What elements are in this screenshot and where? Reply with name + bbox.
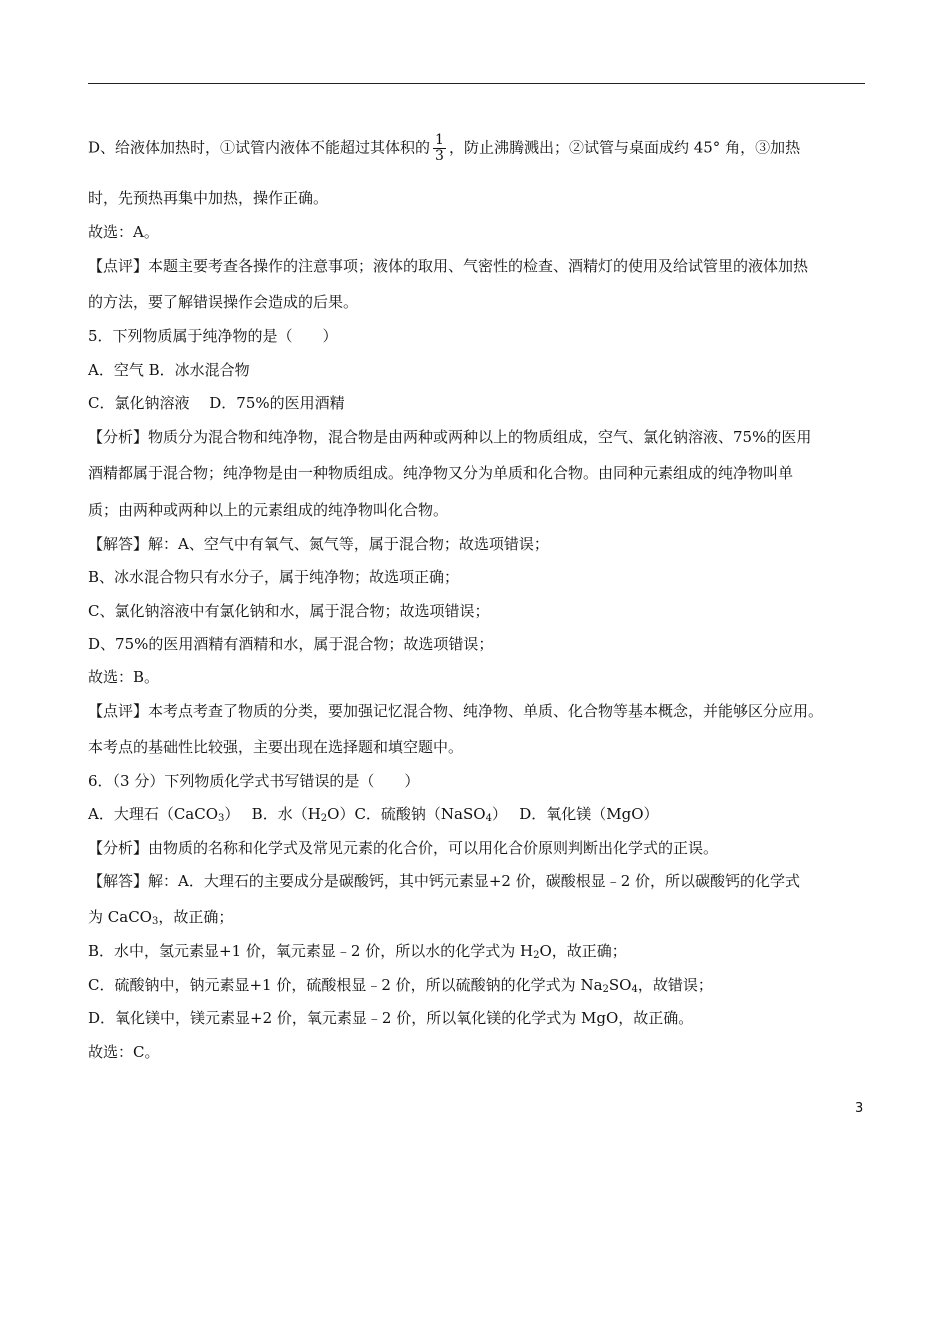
text-segment: ） B．水（H: [224, 805, 321, 823]
question-6: 6．（3 分）下列物质化学式书写错误的是（ ）: [88, 772, 420, 790]
text-line: [88, 941, 627, 961]
text-segment: D、给液体加热时，①试管内液体不能超过其体积的: [88, 138, 431, 157]
question-6-options: [88, 804, 659, 824]
text-line: 【点评】本题主要考查各操作的注意事项；液体的取用、气密性的检查、酒精灯的使用及给试管里的液体加热: [88, 257, 809, 275]
text-segment: ，故正确；: [158, 908, 234, 926]
subscript: 4: [631, 984, 638, 995]
text-line: 故选：A。: [88, 223, 159, 241]
fraction: [433, 133, 446, 164]
text-segment: B．水中，氢元素显+1 价，氧元素显﹣2 价，所以水的化学式为 H: [88, 942, 534, 960]
text-line: C、氯化钠溶液中有氯化钠和水，属于混合物；故选项错误；: [88, 602, 490, 620]
fraction-denominator: 3: [435, 148, 444, 164]
subscript: 3: [218, 813, 225, 824]
text-segment: SO: [608, 976, 632, 994]
text-line: 【分析】物质分为混合物和纯净物，混合物是由两种或两种以上的物质组成，空气、氯化钠溶液、75%的医用: [88, 428, 812, 446]
text-line: [88, 133, 800, 164]
text-line: B、冰水混合物只有水分子，属于纯净物；故选项正确；: [88, 568, 460, 586]
text-line: D、75%的医用酒精有酒精和水，属于混合物；故选项错误；: [88, 635, 494, 653]
header-rule: [88, 83, 865, 84]
text-segment: O）C．硫酸钠（NaSO: [327, 805, 486, 823]
question-5: 5．下列物质属于纯净物的是（ ）: [88, 327, 338, 345]
text-line: 本考点的基础性比较强，主要出现在选择题和填空题中。: [88, 738, 464, 756]
text-line: [88, 907, 233, 927]
page-number: 3: [855, 1101, 864, 1116]
text-segment: O，故正确；: [539, 942, 627, 960]
text-segment: A．大理石（CaCO: [88, 805, 219, 823]
subscript: 2: [320, 813, 328, 824]
text-segment: ，防止沸腾溅出；②试管与桌面成约 45° 角，③加热: [448, 138, 801, 157]
text-line: 【解答】解：A、空气中有氧气、氮气等，属于混合物；故选项错误；: [88, 535, 549, 553]
text-line: 【点评】本考点考查了物质的分类，要加强记忆混合物、纯净物、单质、化合物等基本概念，并能够区分应用。: [88, 702, 824, 720]
subscript: 2: [533, 950, 540, 961]
fraction-numerator: 1: [435, 132, 444, 148]
question-5-options-cd: C．氯化钠溶液 D．75%的医用酒精: [88, 394, 345, 412]
text-line: 的方法，要了解错误操作会造成的后果。: [88, 293, 359, 311]
text-line: 时，先预热再集中加热，操作正确。: [88, 189, 329, 207]
text-line: 酒精都属于混合物；纯净物是由一种物质组成。纯净物又分为单质和化合物。由同种元素组成的纯净物叫单: [88, 464, 794, 482]
text-line: 故选：C。: [88, 1043, 160, 1061]
text-segment: C．硫酸钠中，钠元素显+1 价，硫酸根显﹣2 价，所以硫酸钠的化学式为 Na: [88, 976, 603, 994]
text-line: [88, 975, 713, 995]
subscript: 3: [151, 916, 159, 927]
subscript: 2: [602, 984, 609, 995]
text-line: 质；由两种或两种以上的元素组成的纯净物叫化合物。: [88, 501, 449, 519]
text-line: 故选：B。: [88, 668, 160, 686]
text-segment: ） D．氧化镁（MgO）: [491, 805, 659, 823]
text-line: D．氧化镁中，镁元素显+2 价，氧元素显﹣2 价，所以氧化镁的化学式为 MgO，故正确。: [88, 1009, 694, 1027]
text-segment: 为 CaCO: [88, 908, 152, 926]
text-line: 【解答】解：A．大理石的主要成分是碳酸钙，其中钙元素显+2 价，碳酸根显﹣2 价，所以碳酸钙的化学式: [88, 872, 801, 890]
text-segment: ，故错误；: [637, 976, 713, 994]
text-line: 【分析】由物质的名称和化学式及常见元素的化合价，可以用化合价原则判断出化学式的正误。: [88, 839, 719, 857]
question-5-options-ab: A．空气 B．冰水混合物: [88, 361, 250, 379]
subscript: 4: [485, 813, 492, 824]
